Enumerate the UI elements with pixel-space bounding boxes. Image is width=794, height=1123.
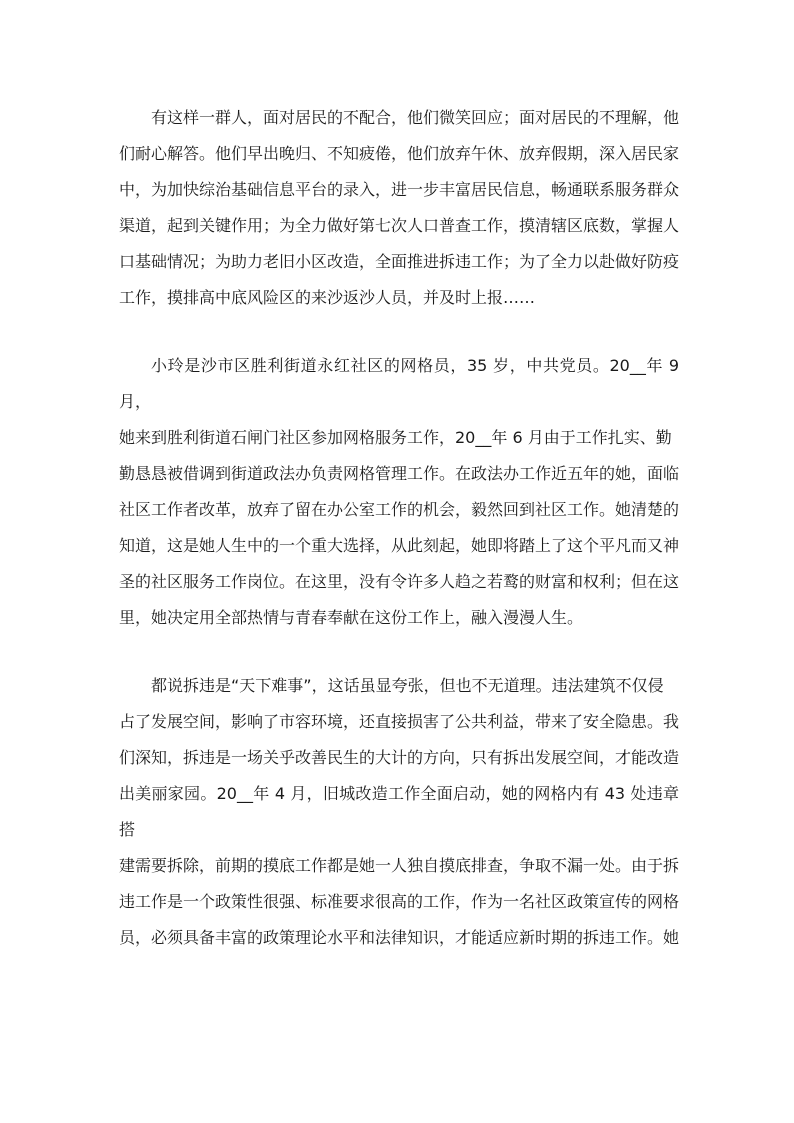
text-line: 小玲是沙市区胜利街道永红社区的网格员，35 岁，中共党员。20__年 9 月，: [119, 356, 679, 411]
text-line: 社区工作者改革，放弃了留在办公室工作的机会，毅然回到社区工作。她清楚的: [119, 500, 680, 519]
text-line: 工作，摸排高中底风险区的来沙返沙人员，并及时上报……: [119, 288, 536, 307]
text-line: 里，她决定用全部热情与青春奉献在这份工作上，融入漫漫人生。: [119, 608, 584, 627]
text-line: 有这样一群人，面对居民的不配合，他们微笑回应；面对居民的不理解，他: [151, 108, 680, 127]
paragraph-1: [119, 100, 679, 316]
text-line: 都说拆违是“天下难事”，这话虽显夸张，但也不无道理。违法建筑不仅侵: [151, 676, 664, 695]
text-line: 知道，这是她人生中的一个重大选择，从此刻起，她即将踏上了这个平凡而又神: [119, 536, 680, 555]
text-line: 们耐心解答。他们早出晚归、不知疲倦，他们放弃午休、放弃假期，深入居民家: [119, 144, 680, 163]
document-body: [119, 100, 679, 988]
text-line: 她来到胜利街道石闸门社区参加网格服务工作，20__年 6 月由于工作扎实、勤: [119, 428, 672, 447]
text-line: 出美丽家园。20__年 4 月，旧城改造工作全面启动，她的网格内有 43 处违章搭: [119, 784, 679, 839]
text-line: 口基础情况；为助力老旧小区改造，全面推进拆违工作；为了全力以赴做好防疫: [119, 252, 680, 271]
text-line: 占了发展空间，影响了市容环境，还直接损害了公共利益，带来了安全隐患。我: [119, 712, 680, 731]
text-line: 圣的社区服务工作岗位。在这里，没有令许多人趋之若鹜的财富和权利；但在这: [119, 572, 680, 591]
text-line: 勤恳恳被借调到街道政法办负责网格管理工作。在政法办工作近五年的她，面临: [119, 464, 680, 483]
paragraph-2: [119, 348, 679, 636]
text-line: 员，必须具备丰富的政策理论水平和法律知识，才能适应新时期的拆违工作。她: [119, 928, 680, 947]
text-line: 中，为加快综治基础信息平台的录入，进一步丰富居民信息，畅通联系服务群众: [119, 180, 680, 199]
text-line: 违工作是一个政策性很强、标准要求很高的工作，作为一名社区政策宣传的网格: [119, 892, 680, 911]
text-line: 渠道，起到关键作用；为全力做好第七次人口普查工作，摸清辖区底数，掌握人: [119, 216, 680, 235]
text-line: 们深知，拆违是一场关乎改善民生的大计的方向，只有拆出发展空间，才能改造: [119, 748, 680, 767]
paragraph-3: [119, 668, 679, 956]
text-line: 建需要拆除，前期的摸底工作都是她一人独自摸底排查，争取不漏一处。由于拆: [119, 856, 680, 875]
